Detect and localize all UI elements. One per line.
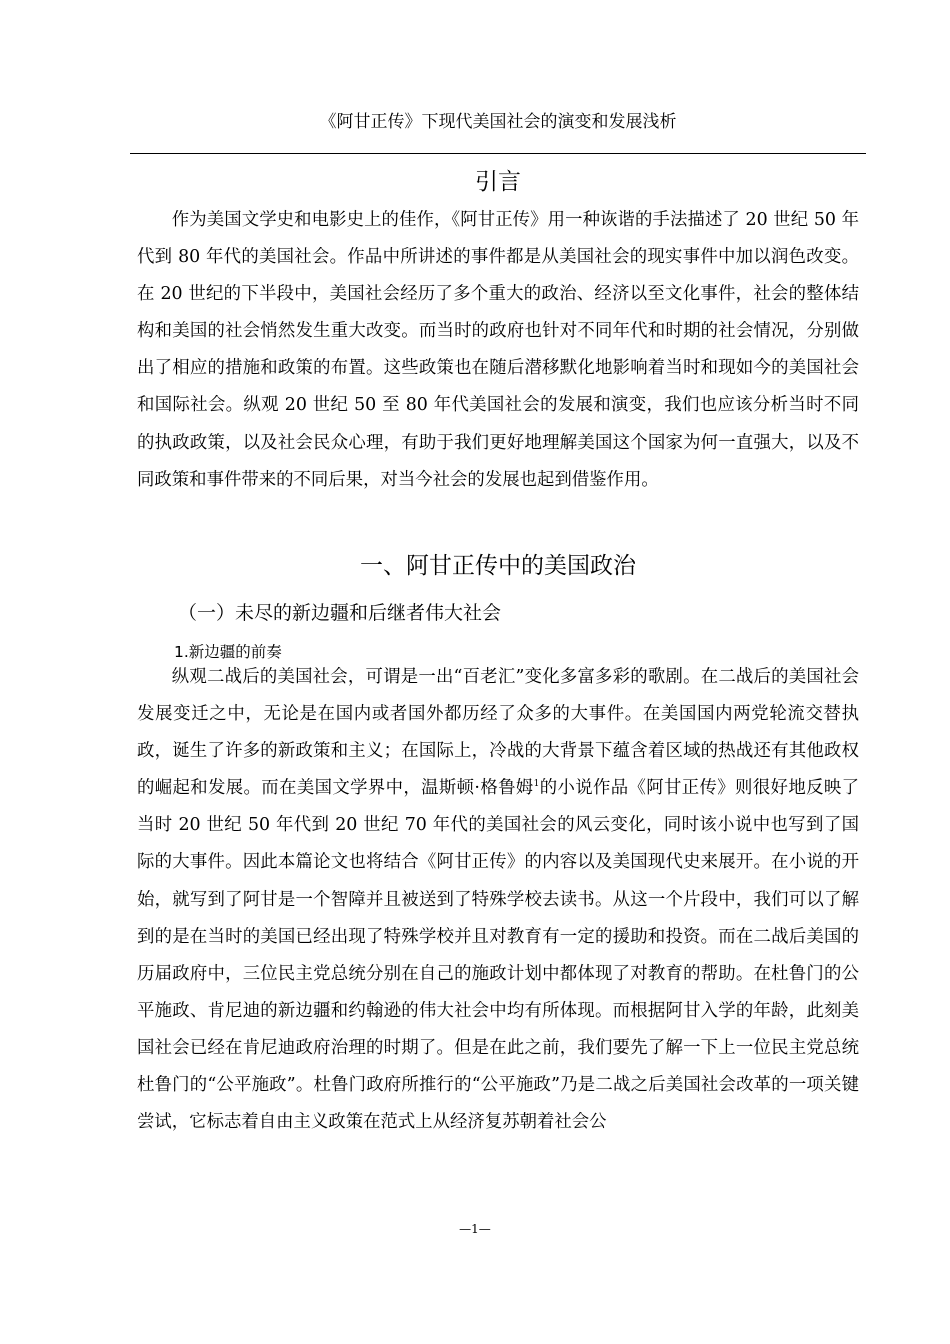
intro-heading: 引言: [475, 169, 521, 195]
header-divider: [130, 153, 866, 154]
subsection-heading: （一）未尽的新边疆和后继者伟大社会: [178, 602, 502, 624]
intro-paragraph: 作为美国文学史和电影史上的佳作，《阿甘正传》用一种诙谐的手法描述了 20 世纪 50 年代到 80 年代的美国社会。作品中所讲述的事件都是从美国社会的现实事件中加以润色改变。在 20 世纪的下半段中，美国社会经历了多个重大的政治、经济以至文化事件，社会的整体结构和美国的社会悄然发生重大改变。而当时的政府也针对不同年代和时期的社会情况，分别做出了相应的措施和政策的布置。这些政策也在随后潜移默化地影响着当时和现如今的美国社会和国际社会。纵观 20 世纪 50 至 80 年代美国社会的发展和演变，我们也应该分析当时不同的执政政策，以及社会民众心理，有助于我们更好地理解美国这个国家为何一直强大，以及不同政策和事件带来的不同后果，对当今社会的发展也起到借鉴作用。: [137, 210, 859, 490]
body-paragraph: [137, 659, 859, 1141]
body-paragraph-text-start: 纵观二战后的美国社会，可谓是一出“百老汇”变化多富多彩的歌剧。在二战后的美国社会发展变迁之中，无论是在国内或者国外都历经了众多的大事件。在美国国内两党轮流交替执政，诞生了许多的新政策和主义；在国际上，冷战的大背景下蕴含着区域的热战还有其他政权的崛起和发展。而在美国文学界中，温斯顿·格鲁姆: [137, 667, 859, 799]
footnote-marker[interactable]: 1: [533, 779, 540, 790]
body-paragraph-text-end: 的小说作品《阿甘正传》则很好地反映了当时 20 世纪 50 年代到 20 世纪 70 年代的美国社会的风云变化，同时该小说中也写到了国际的大事件。因此本篇论文也将结合《阿甘正传》的内容以及美国现代史来展开。在小说的开始，就写到了阿甘是一个智障并且被送到了特殊学校去读书。从这一个片段中，我们可以了解到的是在当时的美国已经出现了特殊学校并且对教育有一定的援助和投资。而在二战后美国的历届政府中，三位民主党总统分别在自己的施政计划中都体现了对教育的帮助。在杜鲁门的公平施政、肯尼迪的新边疆和约翰逊的伟大社会中均有所体现。而根据阿甘入学的年龄，此刻美国社会已经在肯尼迪政府治理的时期了。但是在此之前，我们要先了解一下上一位民主党总统杜鲁门的“公平施政”。杜鲁门政府所推行的“公平施政”乃是二战之后美国社会改革的一项关键尝试，它标志着自由主义政策在范式上从经济复苏朝着社会公: [137, 778, 859, 1133]
sub-subsection-heading: 1.新边疆的前奏: [174, 643, 282, 661]
section-heading: 一、阿甘正传中的美国政治: [360, 553, 636, 579]
running-header-title: 《阿甘正传》下现代美国社会的演变和发展浅析: [319, 112, 677, 132]
page-number: —1—: [459, 1222, 491, 1236]
